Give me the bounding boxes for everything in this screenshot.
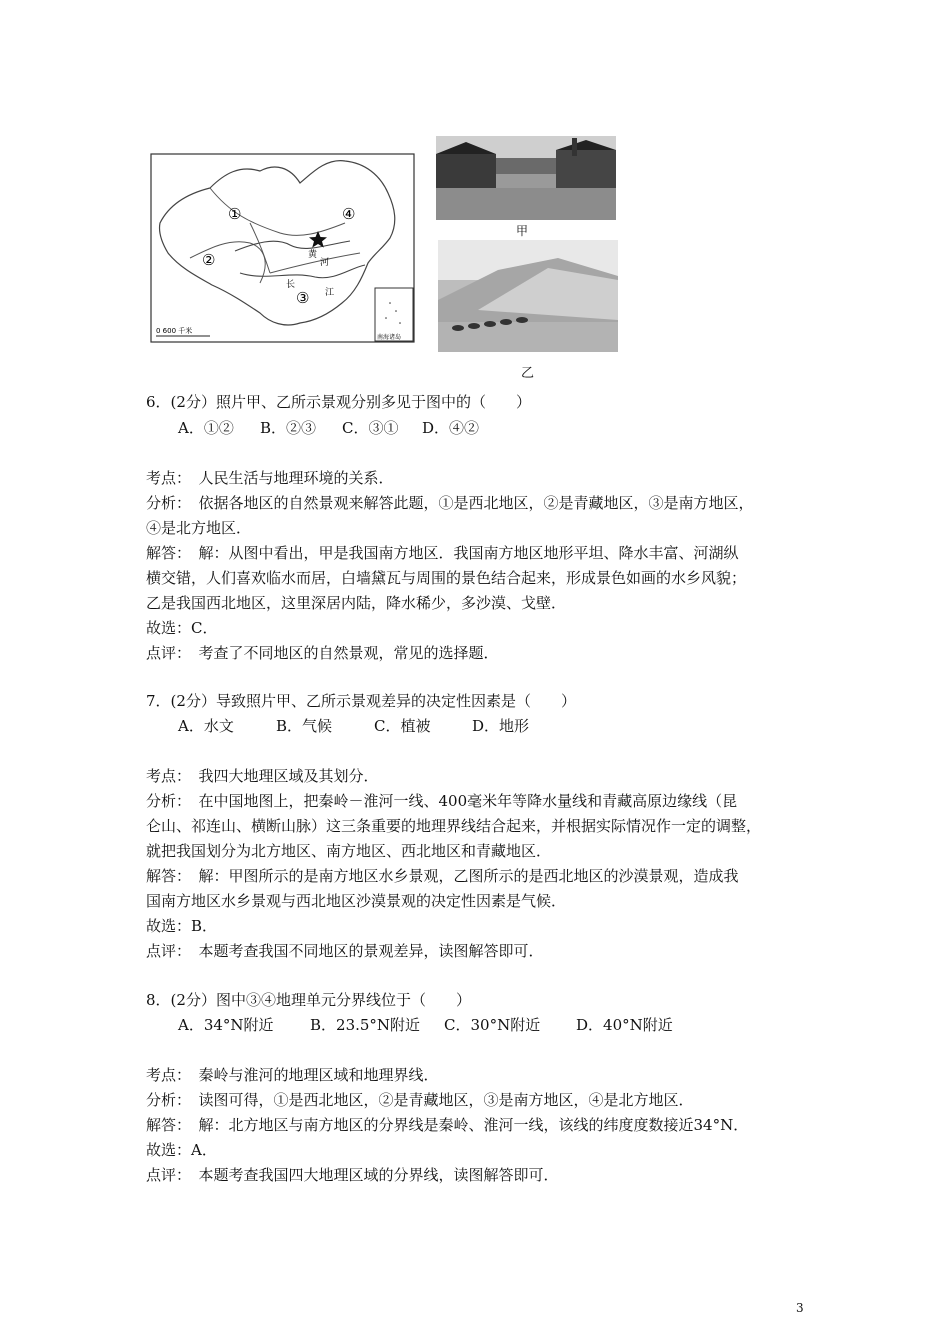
q7-line: 仑山、祁连山、横断山脉）这三条重要的地理界线结合起来，并根据实际情况作一定的调整， — [146, 817, 762, 835]
map-scale-label: 0 600 千米 — [156, 327, 193, 335]
q7-option-a: A．水文 — [178, 717, 234, 735]
q6-line: ④是北方地区． — [146, 519, 252, 537]
question-7-stem: 7．(2分）导致照片甲、乙所示景观差异的决定性因素是（ ） — [146, 692, 576, 710]
q7-answer: 故选：B． — [146, 917, 218, 935]
q8-line: 分析： 读图可得，①是西北地区，②是青藏地区，③是南方地区，④是北方地区． — [146, 1091, 694, 1109]
q8-line: 解答： 解：北方地区与南方地区的分界线是秦岭、淮河一线，该线的纬度度数接近34°N． — [146, 1116, 749, 1134]
river-label-jiang: 江 — [325, 288, 335, 298]
q8-answer: 故选：A． — [146, 1141, 217, 1159]
question-7-options — [178, 716, 529, 736]
q8-line: 考点： 秦岭与淮河的地理区域和地理界线． — [146, 1066, 439, 1084]
question-8-options — [178, 1015, 673, 1035]
q6-line: 分析： 依据各地区的自然景观来解答此题，①是西北地区，②是青藏地区，③是南方地区， — [146, 494, 754, 512]
q8-option-a: A．34°N附近 — [178, 1016, 274, 1034]
q7-option-c: C．植被 — [374, 717, 431, 735]
q7-line: 国南方地区水乡景观与西北地区沙漠景观的决定性因素是气候． — [146, 892, 567, 910]
q7-option-b: B．气候 — [276, 717, 333, 735]
question-6-stem: 6．(2分）照片甲、乙所示景观分别多见于图中的（ ） — [146, 393, 531, 411]
q6-line: 考点： 人民生活与地理环境的关系． — [146, 469, 394, 487]
q6-answer: 故选：C． — [146, 619, 218, 637]
q7-line: 就把我国划分为北方地区、南方地区、西北地区和青藏地区． — [146, 842, 552, 860]
q6-line: 乙是我国西北地区，这里深居内陆，降水稀少，多沙漠、戈壁． — [146, 594, 567, 612]
q6-line: 横交错，人们喜欢临水而居，白墙黛瓦与周围的景色结合起来，形成景色如画的水乡风貌； — [146, 569, 747, 587]
q7-line: 分析： 在中国地图上，把秦岭－淮河一线、400毫米年等降水量线和青藏高原边缘线（昆 — [146, 792, 738, 810]
map-inset-label: 南海诸岛 — [377, 334, 402, 341]
q6-option-b: B．②③ — [260, 419, 317, 437]
region-label-2: ② — [202, 251, 216, 269]
q8-comment: 点评： 本题考查我国四大地理区域的分界线，读图解答即可． — [146, 1166, 559, 1184]
q7-comment: 点评： 本题考查我国不同地区的景观差异，读图解答即可． — [146, 942, 544, 960]
q6-option-c: C．③① — [342, 419, 399, 437]
q6-comment: 点评： 考查了不同地区的自然景观，常见的选择题． — [146, 644, 499, 662]
q7-line: 考点： 我四大地理区域及其划分． — [146, 767, 379, 785]
river-label-huang: 黄 — [308, 250, 318, 260]
q6-option-d: D．④② — [422, 419, 480, 437]
river-label-he: 河 — [320, 258, 330, 268]
q8-option-d: D．40°N附近 — [576, 1016, 673, 1034]
region-label-1: ① — [228, 205, 242, 223]
photo-b-caption: 乙 — [521, 366, 535, 381]
question-6-options — [178, 418, 479, 438]
question-8-stem: 8．(2分）图中③④地理单元分界线位于（ ） — [146, 991, 471, 1009]
photo-water-town — [436, 136, 616, 220]
region-label-3: ③ — [296, 289, 310, 307]
river-label-chang: 长 — [286, 280, 296, 290]
q6-line: 解答： 解：从图中看出，甲是我国南方地区．我国南方地区地形平坦、降水丰富、河湖纵 — [146, 544, 739, 562]
photo-a-caption: 甲 — [516, 224, 529, 238]
q7-line: 解答： 解：甲图所示的是南方地区水乡景观，乙图所示的是西北地区的沙漠景观，造成我 — [146, 867, 739, 885]
q8-option-b: B．23.5°N附近 — [310, 1016, 421, 1034]
page-number: 3 — [796, 1301, 804, 1315]
q6-option-a: A．①② — [178, 419, 234, 437]
q8-option-c: C．30°N附近 — [444, 1016, 541, 1034]
region-label-4: ④ — [342, 205, 356, 223]
china-region-map — [150, 153, 415, 343]
q7-option-d: D．地形 — [472, 717, 530, 735]
photo-desert — [438, 240, 618, 352]
